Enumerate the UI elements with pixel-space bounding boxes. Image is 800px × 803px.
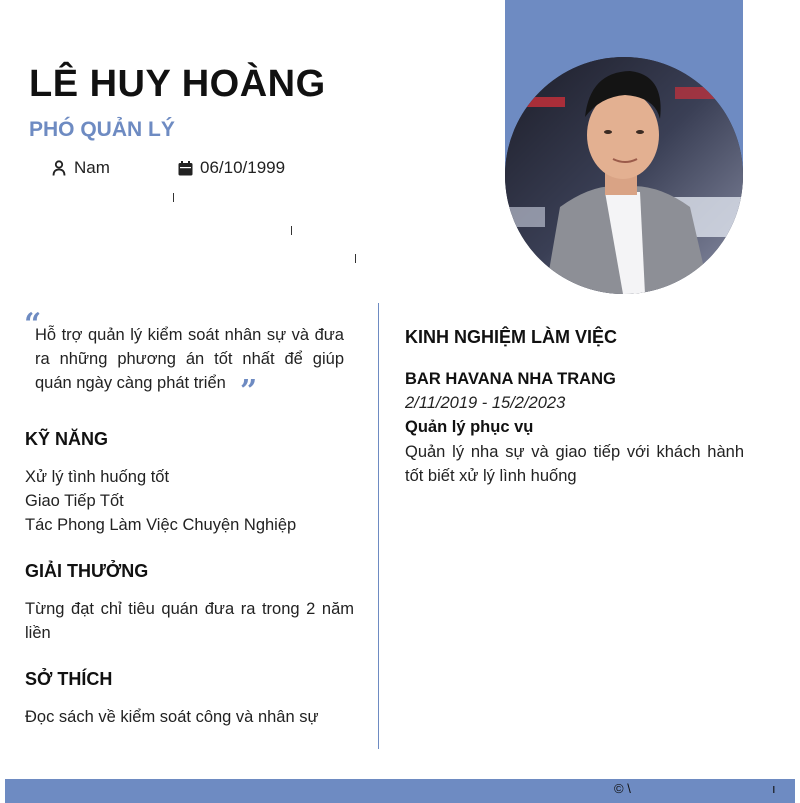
hobbies-text: Đọc sách về kiểm soát công và nhân sự — [25, 708, 319, 726]
gender-value: Nam — [74, 158, 110, 177]
divider-mark — [173, 193, 174, 202]
column-divider — [378, 303, 379, 749]
gender-info — [50, 158, 110, 178]
divider-mark — [355, 254, 356, 263]
skill-item: Tác Phong Làm Việc Chuyện Nghiệp — [25, 516, 297, 534]
job-title: PHÓ QUẢN LÝ — [29, 118, 175, 141]
dob-value: 06/10/1999 — [200, 158, 286, 177]
objective-text: Hỗ trợ quản lý kiểm soát nhân sự và đưa ra những phương án tốt nhất để giúp quán ngày càng phát triển — [35, 326, 344, 392]
experience-description: Quản lý nha sự và giao tiếp với khách hành tốt biết xử lý lình huống — [405, 443, 744, 485]
skills-list — [25, 465, 296, 537]
experience-dates: 2/11/2019 - 15/2/2023 — [405, 394, 566, 412]
footer-page-mark: ı — [772, 781, 776, 796]
quote-open-icon: “ — [24, 307, 42, 342]
experience-role: Quản lý phục vụ — [405, 418, 534, 436]
awards-heading: GIẢI THƯỞNG — [25, 561, 149, 581]
skill-item: Xử lý tình huống tốt — [25, 468, 170, 486]
quote-close-icon: ” — [240, 374, 258, 409]
candidate-name: LÊ HUY HOÀNG — [29, 63, 326, 105]
hobbies-heading: SỞ THÍCH — [25, 669, 113, 689]
profile-photo — [505, 57, 743, 294]
dob-info — [176, 158, 285, 178]
person-icon — [50, 159, 68, 177]
skills-heading: KỸ NĂNG — [25, 429, 109, 449]
awards-text: Từng đạt chỉ tiêu quán đưa ra trong 2 năm liền — [25, 600, 354, 642]
skill-item: Giao Tiếp Tốt — [25, 492, 124, 510]
experience-heading: KINH NGHIỆM LÀM VIỆC — [405, 327, 618, 347]
experience-company: BAR HAVANA NHA TRANG — [405, 370, 616, 388]
calendar-icon — [176, 159, 194, 177]
divider-mark — [291, 226, 292, 235]
footer-bar — [5, 779, 795, 803]
footer-mark: © \ — [614, 781, 631, 796]
